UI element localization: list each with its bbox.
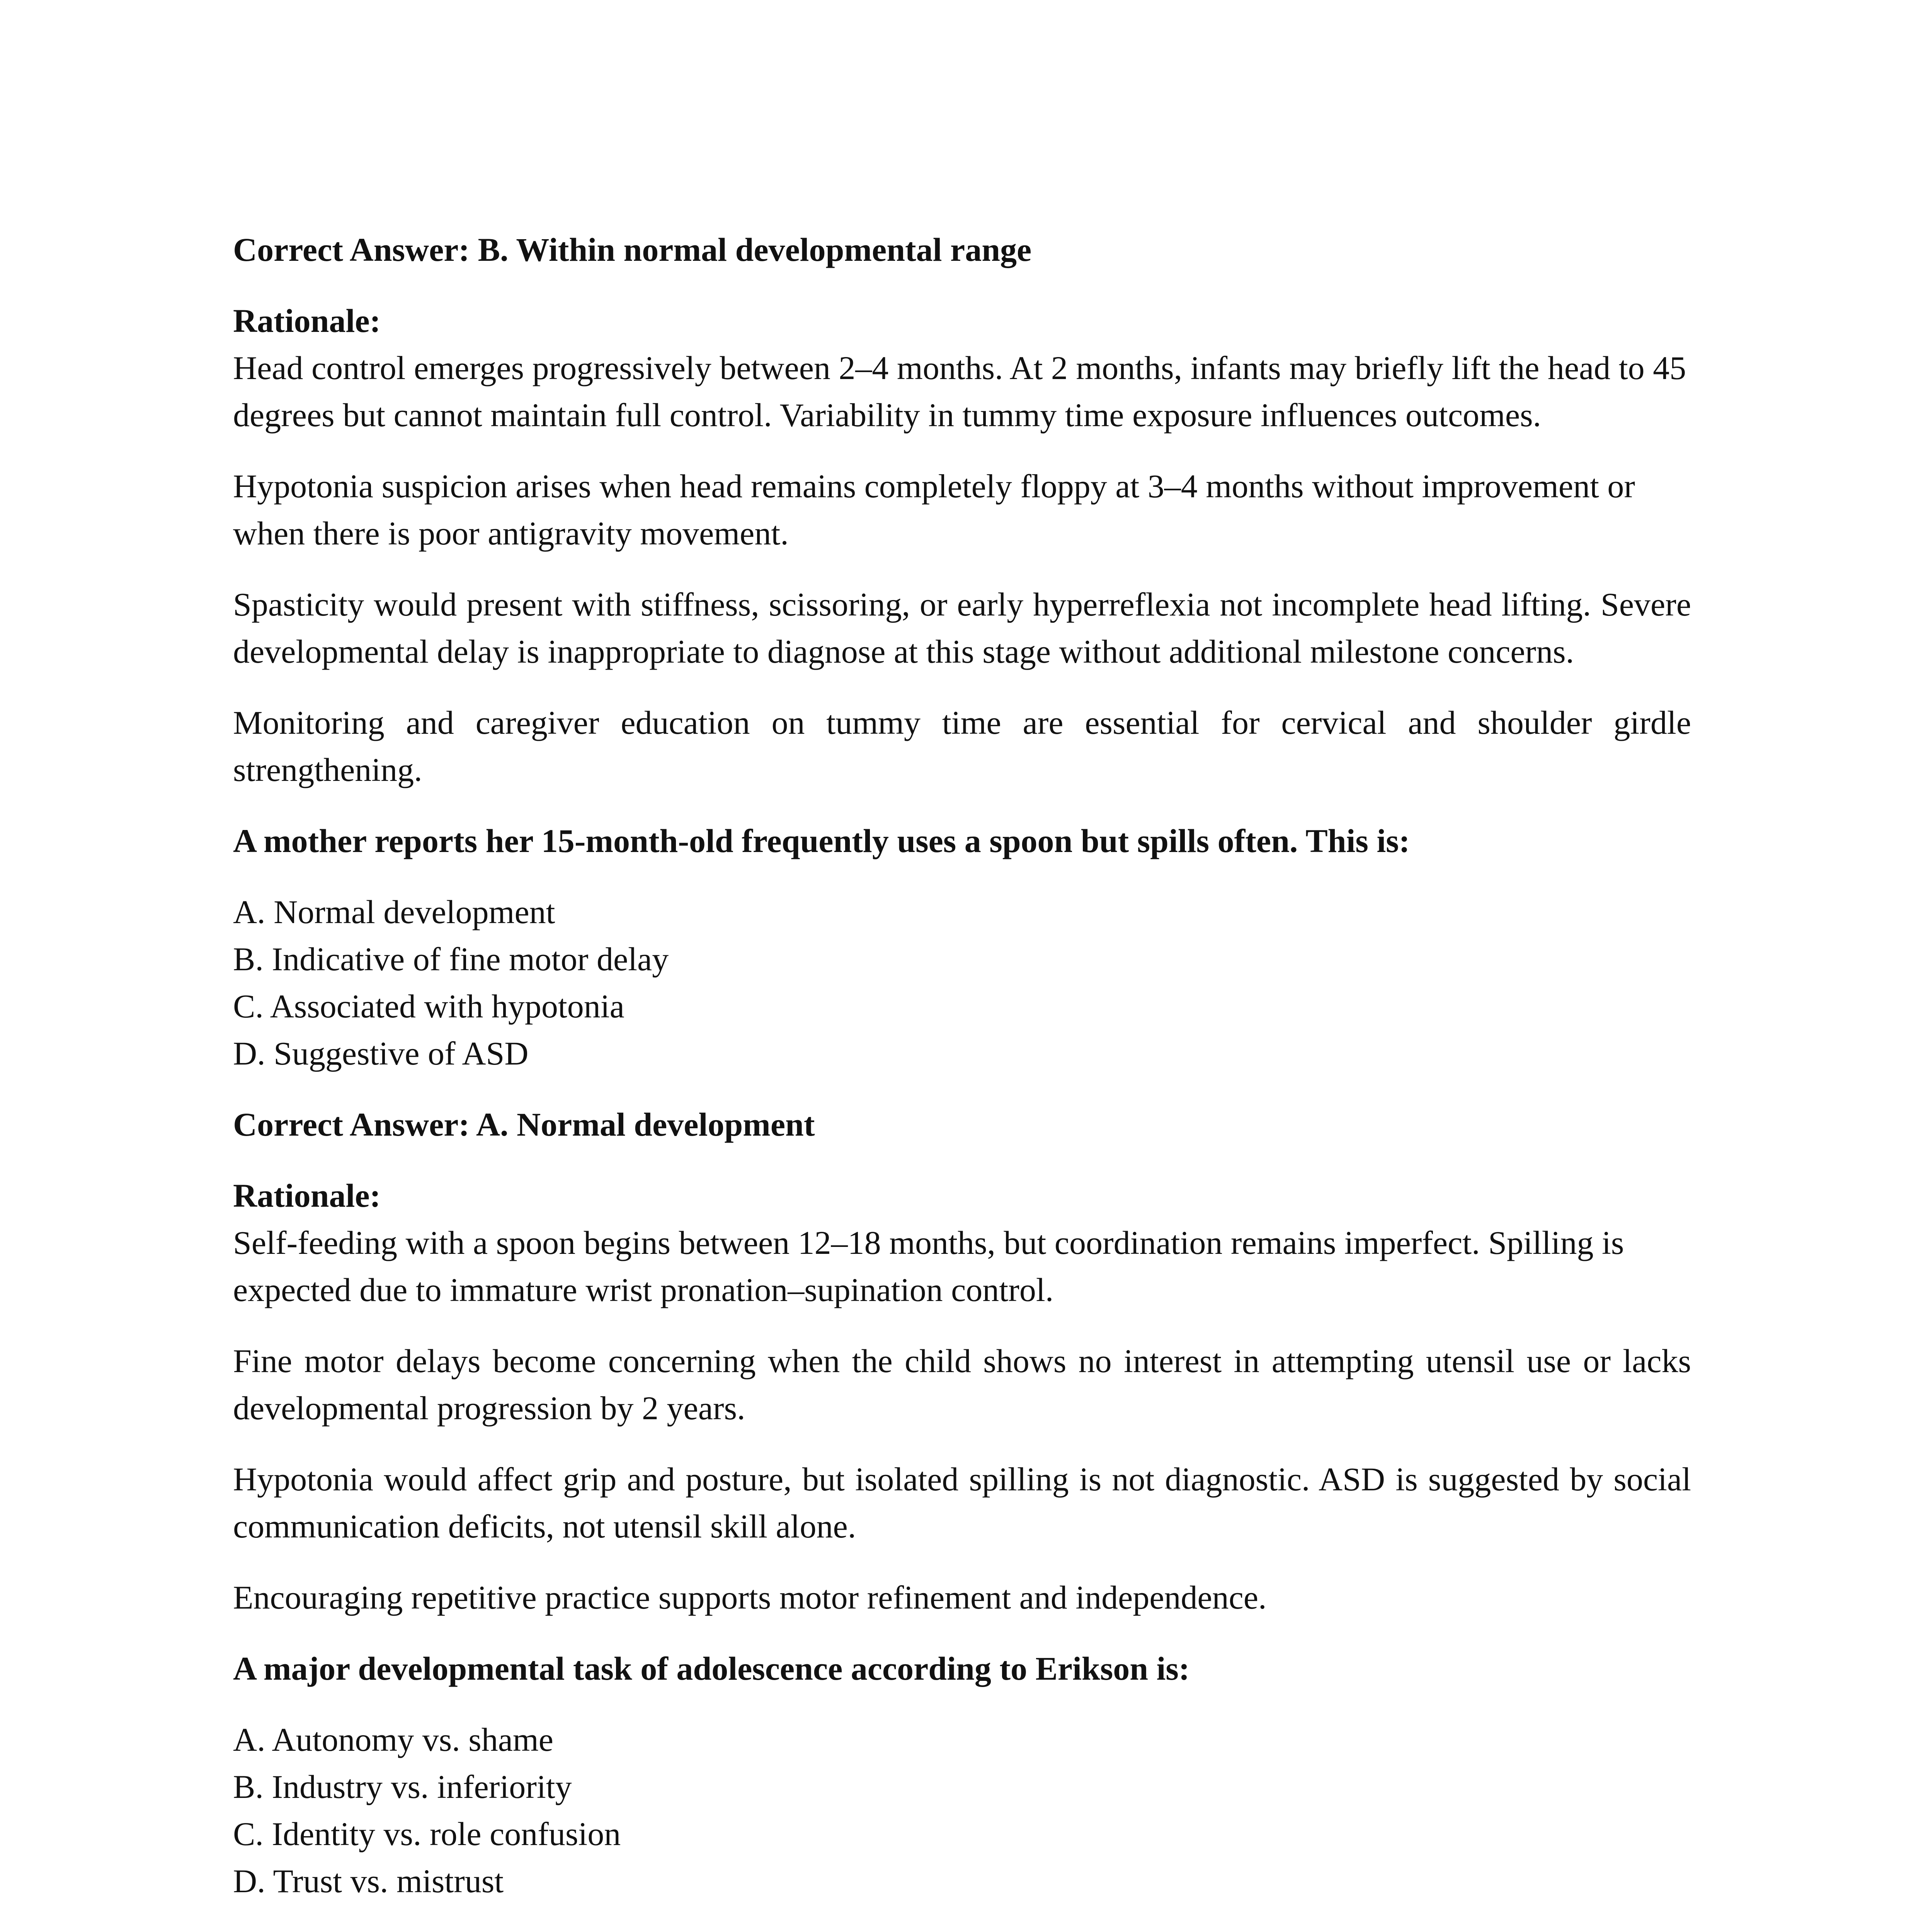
rationale-paragraph: Hypotonia would affect grip and posture, but isolated spilling is not diagnostic. ASD is suggested by social communication deficits, not utensil skill alone. [233, 1461, 1691, 1545]
answer-option: B. Industry vs. inferiority [233, 1768, 572, 1805]
rationale-label: Rationale: [233, 302, 381, 339]
question-heading: A major developmental task of adolescence according to Erikson is: [233, 1650, 1190, 1687]
rationale-paragraph: Self-feeding with a spoon begins between 12–18 months, but coordination remains imperfect. Spilling is expected due to immature wrist pronation–supination control. [233, 1224, 1624, 1308]
rationale-paragraph: Fine motor delays become concerning when the child shows no interest in attempting utensil use or lacks developmental progression by 2 years. [233, 1342, 1691, 1427]
correct-answer-heading: Correct Answer: A. Normal development [233, 1106, 815, 1143]
answer-option: D. Suggestive of ASD [233, 1035, 529, 1072]
answer-option: D. Trust vs. mistrust [233, 1862, 504, 1900]
rationale-paragraph: Encouraging repetitive practice supports motor refinement and independence. [233, 1579, 1267, 1616]
answer-option: A. Autonomy vs. shame [233, 1721, 553, 1758]
rationale-section [233, 297, 1691, 793]
answer-option: C. Associated with hypotonia [233, 988, 624, 1025]
answer-options-list [233, 1716, 1691, 1905]
answer-options-list [233, 888, 1691, 1077]
correct-answer-heading [233, 1929, 1691, 1932]
rationale-paragraph: Monitoring and caregiver education on tummy time are essential for cervical and shoulder girdle strengthening. [233, 704, 1691, 788]
rationale-label: Rationale: [233, 1177, 381, 1214]
rationale-paragraph: Head control emerges progressively between 2–4 months. At 2 months, infants may briefly lift the head to 45 degrees but cannot maintain full control. Variability in tummy time exposure influences outcomes. [233, 349, 1686, 434]
page-content [233, 226, 1691, 1932]
rationale-paragraph: Spasticity would present with stiffness, scissoring, or early hyperreflexia not incomplete head lifting. Severe developmental delay is inappropriate to diagnose at this stage without additional milestone concerns. [233, 586, 1691, 670]
correct-answer-heading: Correct Answer: B. Within normal developmental range [233, 231, 1032, 268]
answer-option: A. Normal development [233, 893, 555, 930]
rationale-paragraph: Hypotonia suspicion arises when head remains completely floppy at 3–4 months without improvement or when there is poor antigravity movement. [233, 468, 1635, 552]
answer-option: B. Indicative of fine motor delay [233, 940, 669, 978]
question-heading: A mother reports her 15-month-old frequently uses a spoon but spills often. This is: [233, 822, 1410, 859]
rationale-section [233, 1172, 1691, 1621]
answer-option: C. Identity vs. role confusion [233, 1815, 621, 1852]
